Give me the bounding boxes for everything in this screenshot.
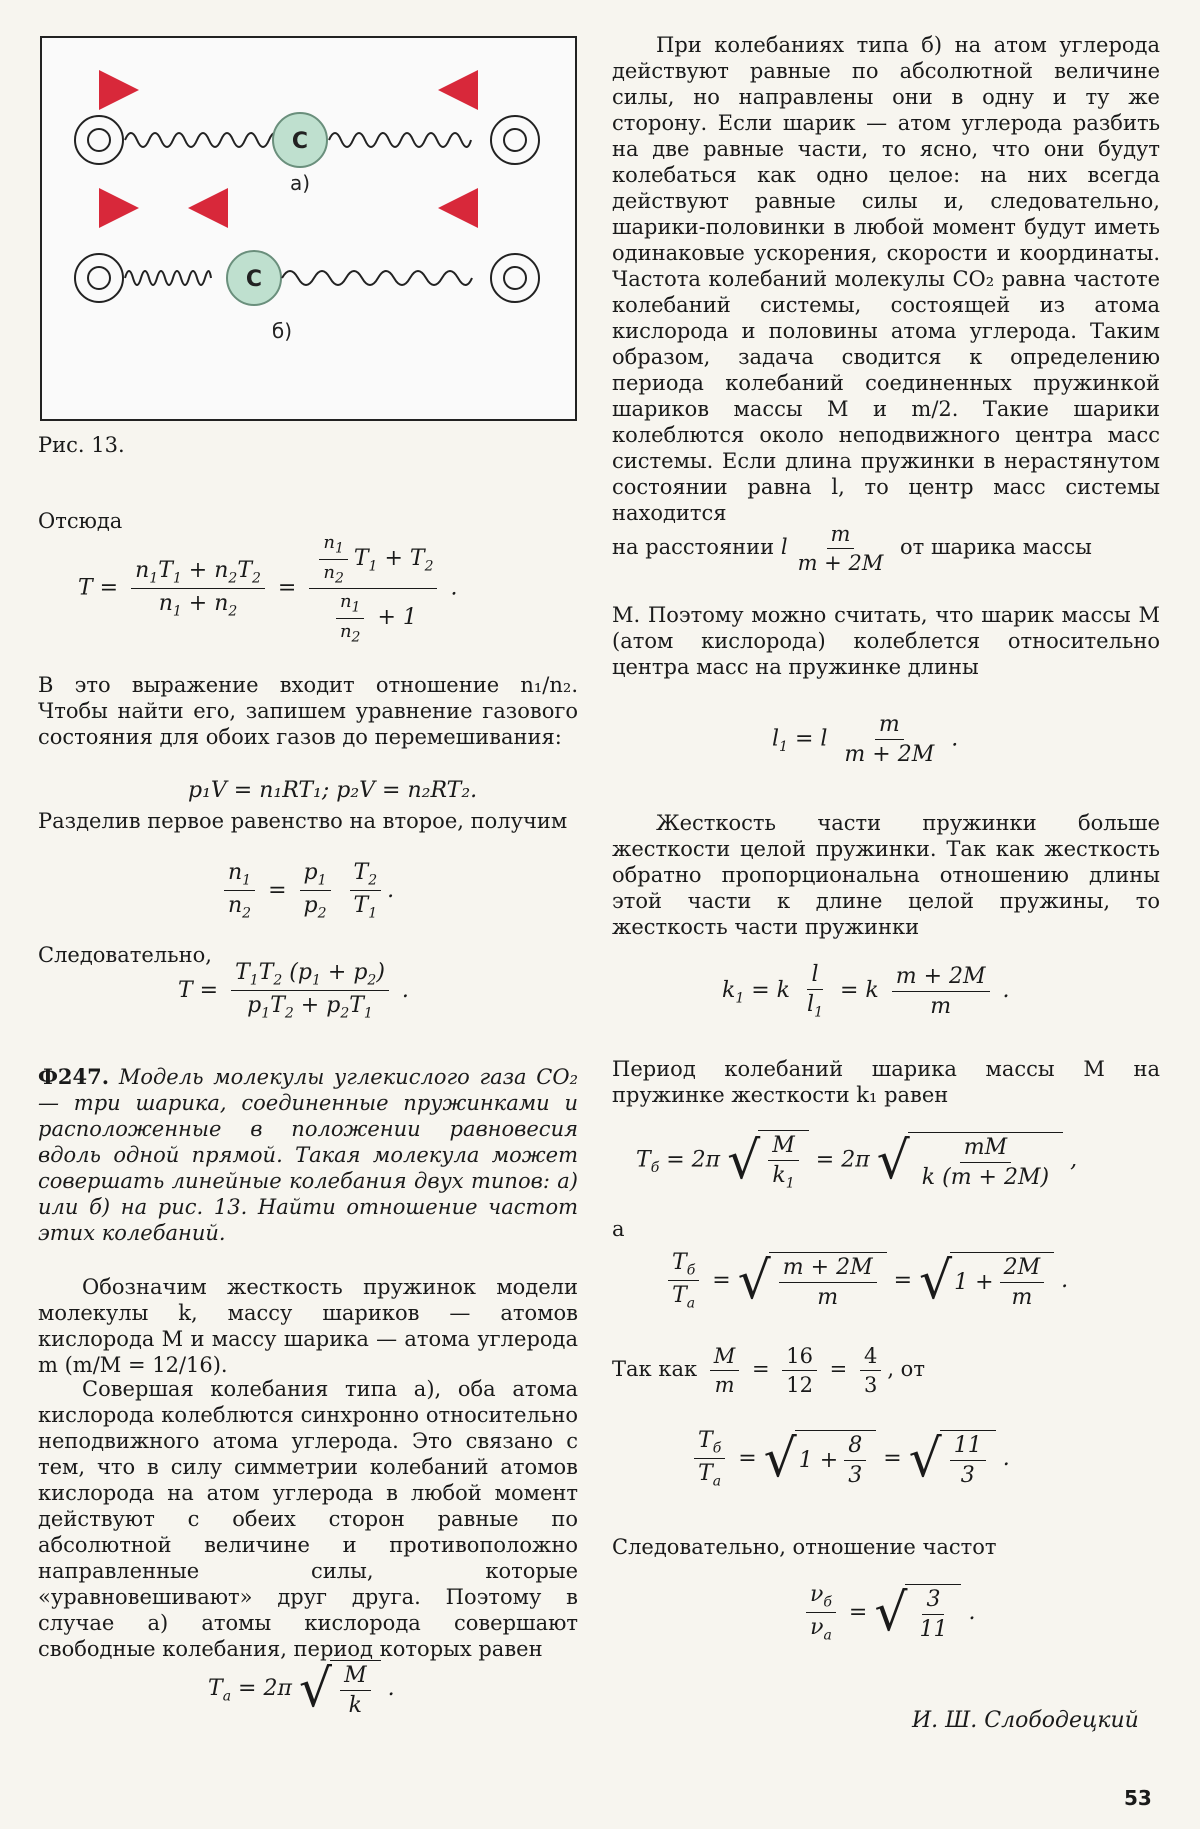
carbon-label: C xyxy=(245,267,263,292)
formula-n-ratio: $\frac{n_1}{n_2}$ = $\frac{p_1}{p_2}$ $\frac{T_2}{T_1}$ . xyxy=(218,860,394,922)
spring-molecule-diagram xyxy=(42,38,575,419)
figure-caption: Рис. 13. xyxy=(38,433,125,457)
tak-kak: Так как xyxy=(612,1357,698,1381)
divide-text: Разделив первое равенство на второе, получим xyxy=(38,809,568,833)
oxygen-atom-right xyxy=(491,116,539,164)
formula-l1: $l_1 = l$ $\frac{m}{m + 2M}$ . xyxy=(772,712,959,767)
a-word: а xyxy=(612,1217,625,1241)
problem-statement xyxy=(38,1064,578,1246)
paragraph-type-b: При колебаниях типа б) на атом углерода действуют равные по абсолютной величине силы, но направлены они в одну и ту же сторону. Если шарик — атом углерода разбить на две равные части, то ясно, что они будут колебаться как одно целое: на них всегда действуют равные силы и, следовательно, шарики-половинки в любой момент будут иметь одинаковые ускорения, скорости и координаты. Частота колебаний молекулы CO₂ равна частоте колебаний системы, состоящей из атома кислорода и половины атома углерода. Таким образом, задача сводится к определению периода колебаний соединенных пружинкой шариков массы M и m/2. Такие шарики колеблются около неподвижного центра масс системы. Если длина пружинки в нерастянутом состоянии равна l, то центр масс системы находится xyxy=(612,33,1160,525)
paragraph-type-a: Совершая колебания типа а), оба атома кислорода колеблются синхронно относительно неподвижного атома углерода. Это связано с тем, что в силу симметрии колебаний атомов кислорода на атом углерода в любой момент действуют с обеих сторон равные по абсолютной величине и противоположно направленные силы, которые «уравновешивают» друг друга. Поэтому в случае а) атомы кислорода совершают свободные колебания, период которых равен xyxy=(38,1377,578,1661)
since-line: Так как $\frac{M}{m}$ = $\frac{16}{12}$ = $\frac{4}{3}$ , от xyxy=(612,1344,925,1397)
spring-stretched xyxy=(282,271,472,285)
diagram-b xyxy=(75,208,539,343)
formula-Ta: $T_a = 2\pi$ √ $\frac{M}{k}$ . xyxy=(208,1659,395,1719)
author-signature: И. Ш. Слободецкий xyxy=(912,1708,1139,1733)
formula-freq-ratio: $\frac{\nu_б}{\nu_a}$ = √ $\frac{3}{11}$ . xyxy=(800,1582,975,1644)
formula-k1: $k_1 = k$ $\frac{l}{l_1}$ = k $\frac{m + 2M}{m}$ . xyxy=(722,962,1010,1021)
sledovatelno-text: Следовательно, xyxy=(38,943,212,967)
paragraph-period: Период колебаний шарика массы M на пружинке жесткости k₁ равен xyxy=(612,1057,1160,1107)
distance-post: от шарика массы xyxy=(900,535,1092,559)
otsyuda-text: Отсюда xyxy=(38,509,123,533)
diagram-a xyxy=(75,90,539,195)
formula-Tb-Ta: $\frac{T_б}{T_a}$ = √ $\frac{m + 2M}{m}$ = √ 1 + $\frac{2M}{m}$ . xyxy=(662,1250,1068,1312)
spring-right xyxy=(329,133,471,147)
paragraph-notation: Обозначим жесткость пружинок модели молекулы k, массу шариков — атомов кислорода M и массу шарика — атома углерода m (m/M = 12/16). xyxy=(38,1275,578,1377)
distance-pre: на расстоянии xyxy=(612,535,775,559)
label-b: б) xyxy=(271,319,293,343)
gas-equation: p₁V = n₁RT₁; p₂V = n₂RT₂. xyxy=(188,778,478,803)
figure-13 xyxy=(40,36,577,421)
formula-T-final: T = $\frac{T_1T_2 (p_1 + p_2)}{p_1T_2 + p_2T_1}$ . xyxy=(178,960,409,1022)
carbon-label: C xyxy=(291,129,309,154)
paragraph-center-mass: M. Поэтому можно считать, что шарик массы M (атом кислорода) колеблется относительно центра масс на пружинке длины xyxy=(612,603,1160,679)
oxygen-atom-left xyxy=(75,254,123,302)
oxygen-atom-right xyxy=(491,254,539,302)
formula-T-mix: T = $\frac{n_1T_1 + n_2T_2}{n_1 + n_2}$ = $\frac{n_1}{n_2}$ $T_1 + T_2$ $\frac{n_1}{n_2}$ + 1 . xyxy=(78,532,458,646)
page-number: 53 xyxy=(1124,1786,1152,1810)
expr-intro: В это выражение входит отношение n₁/n₂. Чтобы найти его, запишем уравнение газового состояния для обоих газов до перемешивания: xyxy=(38,673,578,749)
spring-left xyxy=(125,133,279,147)
problem-number: Ф247. xyxy=(38,1064,110,1089)
ot-word: , от xyxy=(887,1357,925,1381)
formula-ratio-numeric: $\frac{T_б}{T_a}$ = √ 1 + $\frac{8}{3}$ = √ $\frac{11}{3}$ . xyxy=(688,1428,1010,1490)
problem-text: Модель молекулы углекислого газа CO₂ — три шарика, соединенные пружинками и расположенные в положении равновесия вдоль одной прямой. Такая молекула может совершать линейные колебания двух типов: а) или б) на рис. 13. Найти отношение частот этих колебаний. xyxy=(38,1065,579,1245)
distance-line: на расстоянии l $\frac{m}{m + 2M}$ от шарика массы xyxy=(612,522,1092,575)
spring-compressed xyxy=(125,271,211,285)
oxygen-atom-left xyxy=(75,116,123,164)
conclusion-text: Следовательно, отношение частот xyxy=(612,1535,997,1559)
formula-Tb: $T_б = 2\pi$ √ $\frac{M}{k_1}$ = 2π √ $\frac{mM}{k (m + 2M)}$ , xyxy=(636,1130,1078,1192)
label-a: а) xyxy=(289,171,311,195)
paragraph-stiffness: Жесткость части пружинки больше жесткости целой пружинки. Так как жесткость обратно пропорциональна отношению длины этой части к длине целой пружины, то жесткость части пружинки xyxy=(612,811,1160,939)
